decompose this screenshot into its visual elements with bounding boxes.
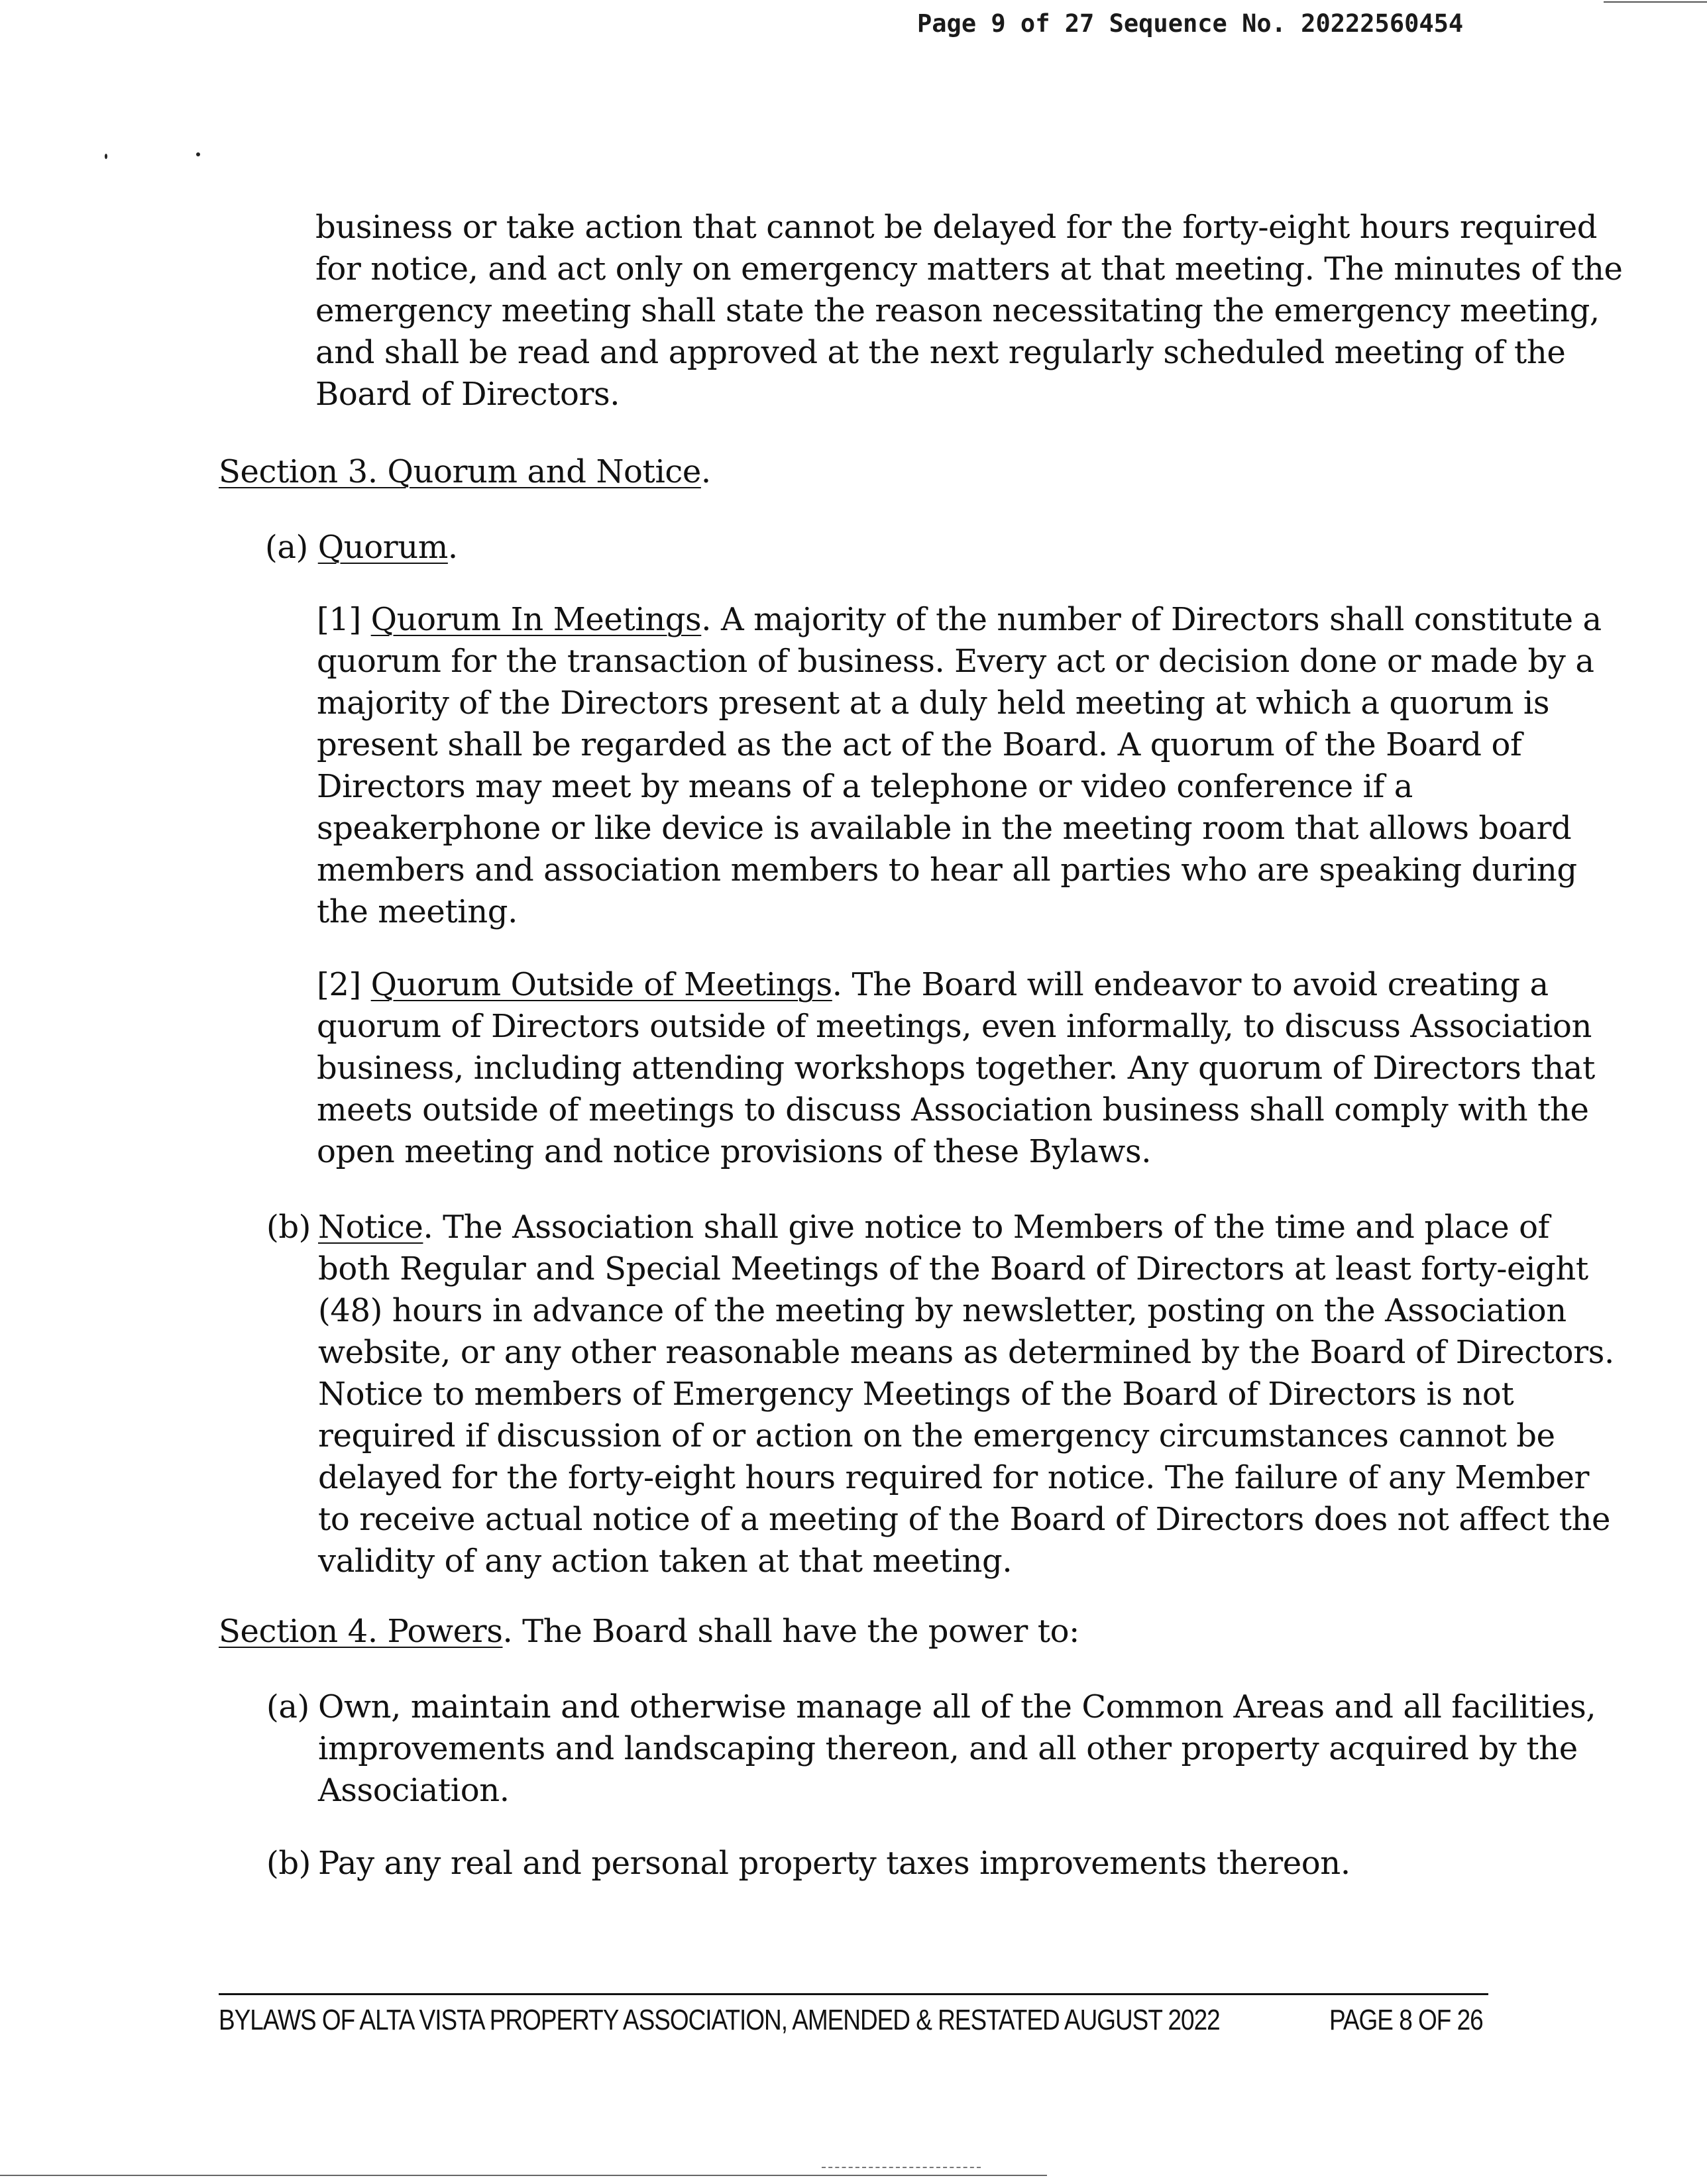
text-line: delayed for the forty-eight hours required for notice. The failure of any Member xyxy=(318,1459,1590,1496)
text-line: quorum of Directors outside of meetings, even informally, to discuss Association xyxy=(317,1008,1592,1045)
subsection-b-title: Notice xyxy=(318,1209,423,1246)
quorum-outside-meetings-paragraph xyxy=(317,964,1595,1173)
text-line: improvements and landscaping thereon, and all other property acquired by the xyxy=(318,1730,1578,1767)
item-1-title: Quorum In Meetings xyxy=(370,601,702,638)
item-2-title: Quorum Outside of Meetings xyxy=(370,966,832,1003)
text-line: business or take action that cannot be delayed for the forty-eight hours required xyxy=(315,209,1598,246)
text-line: the meeting. xyxy=(317,893,518,930)
text-line: both Regular and Special Meetings of the Board of Directors at least forty-eight xyxy=(318,1250,1588,1287)
subsection-a-title-period: . xyxy=(447,529,458,566)
text-line: validity of any action taken at that meeting. xyxy=(318,1543,1013,1580)
item-2-text: . The Board will endeavor to avoid creating a xyxy=(832,966,1549,1003)
text-line: meets outside of meetings to discuss Association business shall comply with the xyxy=(317,1091,1589,1128)
text-line: (48) hours in advance of the meeting by newsletter, posting on the Association xyxy=(318,1292,1567,1329)
text-line xyxy=(317,964,1549,1006)
section-3-heading xyxy=(219,451,711,493)
section-4-heading xyxy=(219,1611,1079,1653)
section-4-a-marker: (a) xyxy=(266,1688,309,1725)
text-line: Directors may meet by means of a telephone or video conference if a xyxy=(317,768,1413,805)
text-line: website, or any other reasonable means as determined by the Board of Directors. xyxy=(318,1334,1614,1371)
text-line: required if discussion of or action on the emergency circumstances cannot be xyxy=(318,1417,1555,1454)
section-4-intro: . The Board shall have the power to: xyxy=(502,1613,1079,1650)
text-line: speakerphone or like device is available in the meeting room that allows board xyxy=(317,810,1572,847)
text-line: Board of Directors. xyxy=(315,376,620,413)
footer-page-number: PAGE 8 OF 26 xyxy=(1329,2004,1483,2036)
text-line: majority of the Directors present at a duly held meeting at which a quorum is xyxy=(317,684,1550,722)
text-line: Association. xyxy=(318,1772,510,1809)
section-3-title-period: . xyxy=(700,453,711,490)
text-line: members and association members to hear all parties who are speaking during xyxy=(317,851,1577,889)
subsection-b-text: . The Association shall give notice to Members of the time and place of xyxy=(423,1209,1550,1246)
section-4-item-b xyxy=(266,1843,1498,1884)
section-4-b-marker: (b) xyxy=(266,1845,311,1882)
continuation-paragraph xyxy=(315,207,1623,415)
quorum-in-meetings-paragraph xyxy=(317,599,1602,933)
text-line: quorum for the transaction of business. Every act or decision done or made by a xyxy=(317,643,1594,680)
item-1-marker: [1] xyxy=(317,601,361,638)
text-line xyxy=(317,599,1602,641)
text-line: Own, maintain and otherwise manage all of the Common Areas and all facilities, xyxy=(318,1688,1596,1725)
subsection-a-title: Quorum xyxy=(317,529,448,566)
scan-speck xyxy=(196,152,200,156)
text-line: open meeting and notice provisions of these Bylaws. xyxy=(317,1133,1152,1170)
section-4-item-a xyxy=(266,1686,1596,1812)
section-3-title: Section 3. Quorum and Notice xyxy=(219,453,701,490)
item-2-marker: [2] xyxy=(317,966,361,1003)
footer-document-title: BYLAWS OF ALTA VISTA PROPERTY ASSOCIATION, AMENDED & RESTATED AUGUST 2022 xyxy=(219,2004,1220,2036)
text-line: business, including attending workshops together. Any quorum of Directors that xyxy=(317,1050,1595,1087)
page-sequence-stamp: Page 9 of 27 Sequence No. 20222560454 xyxy=(917,9,1464,38)
subsection-a-marker: (a) xyxy=(265,529,308,566)
subsection-a-heading xyxy=(265,527,458,569)
text-line: Notice to members of Emergency Meetings of the Board of Directors is not xyxy=(318,1376,1514,1413)
text-line: for notice, and act only on emergency matters at that meeting. The minutes of the xyxy=(315,250,1623,288)
item-1-text: . A majority of the number of Directors shall constitute a xyxy=(701,601,1602,638)
subsection-b-notice xyxy=(266,1207,1614,1582)
text-line: to receive actual notice of a meeting of the Board of Directors does not affect the xyxy=(318,1501,1611,1538)
text-line: emergency meeting shall state the reason necessitating the emergency meeting, xyxy=(315,292,1600,329)
text-line: Pay any real and personal property taxes improvements thereon. xyxy=(318,1845,1350,1882)
text-line: and shall be read and approved at the next regularly scheduled meeting of the xyxy=(315,334,1566,371)
text-line: present shall be regarded as the act of the Board. A quorum of the Board of xyxy=(317,726,1522,763)
scan-artifact-rule xyxy=(0,2175,1047,2176)
scan-artifact-rule xyxy=(822,2167,981,2168)
text-line xyxy=(318,1207,1550,1248)
scan-artifact-rule xyxy=(1604,1,1707,3)
subsection-b-marker: (b) xyxy=(266,1209,311,1246)
scan-speck xyxy=(105,154,107,159)
section-4-title: Section 4. Powers xyxy=(219,1613,503,1650)
footer-rule xyxy=(219,1993,1488,1995)
